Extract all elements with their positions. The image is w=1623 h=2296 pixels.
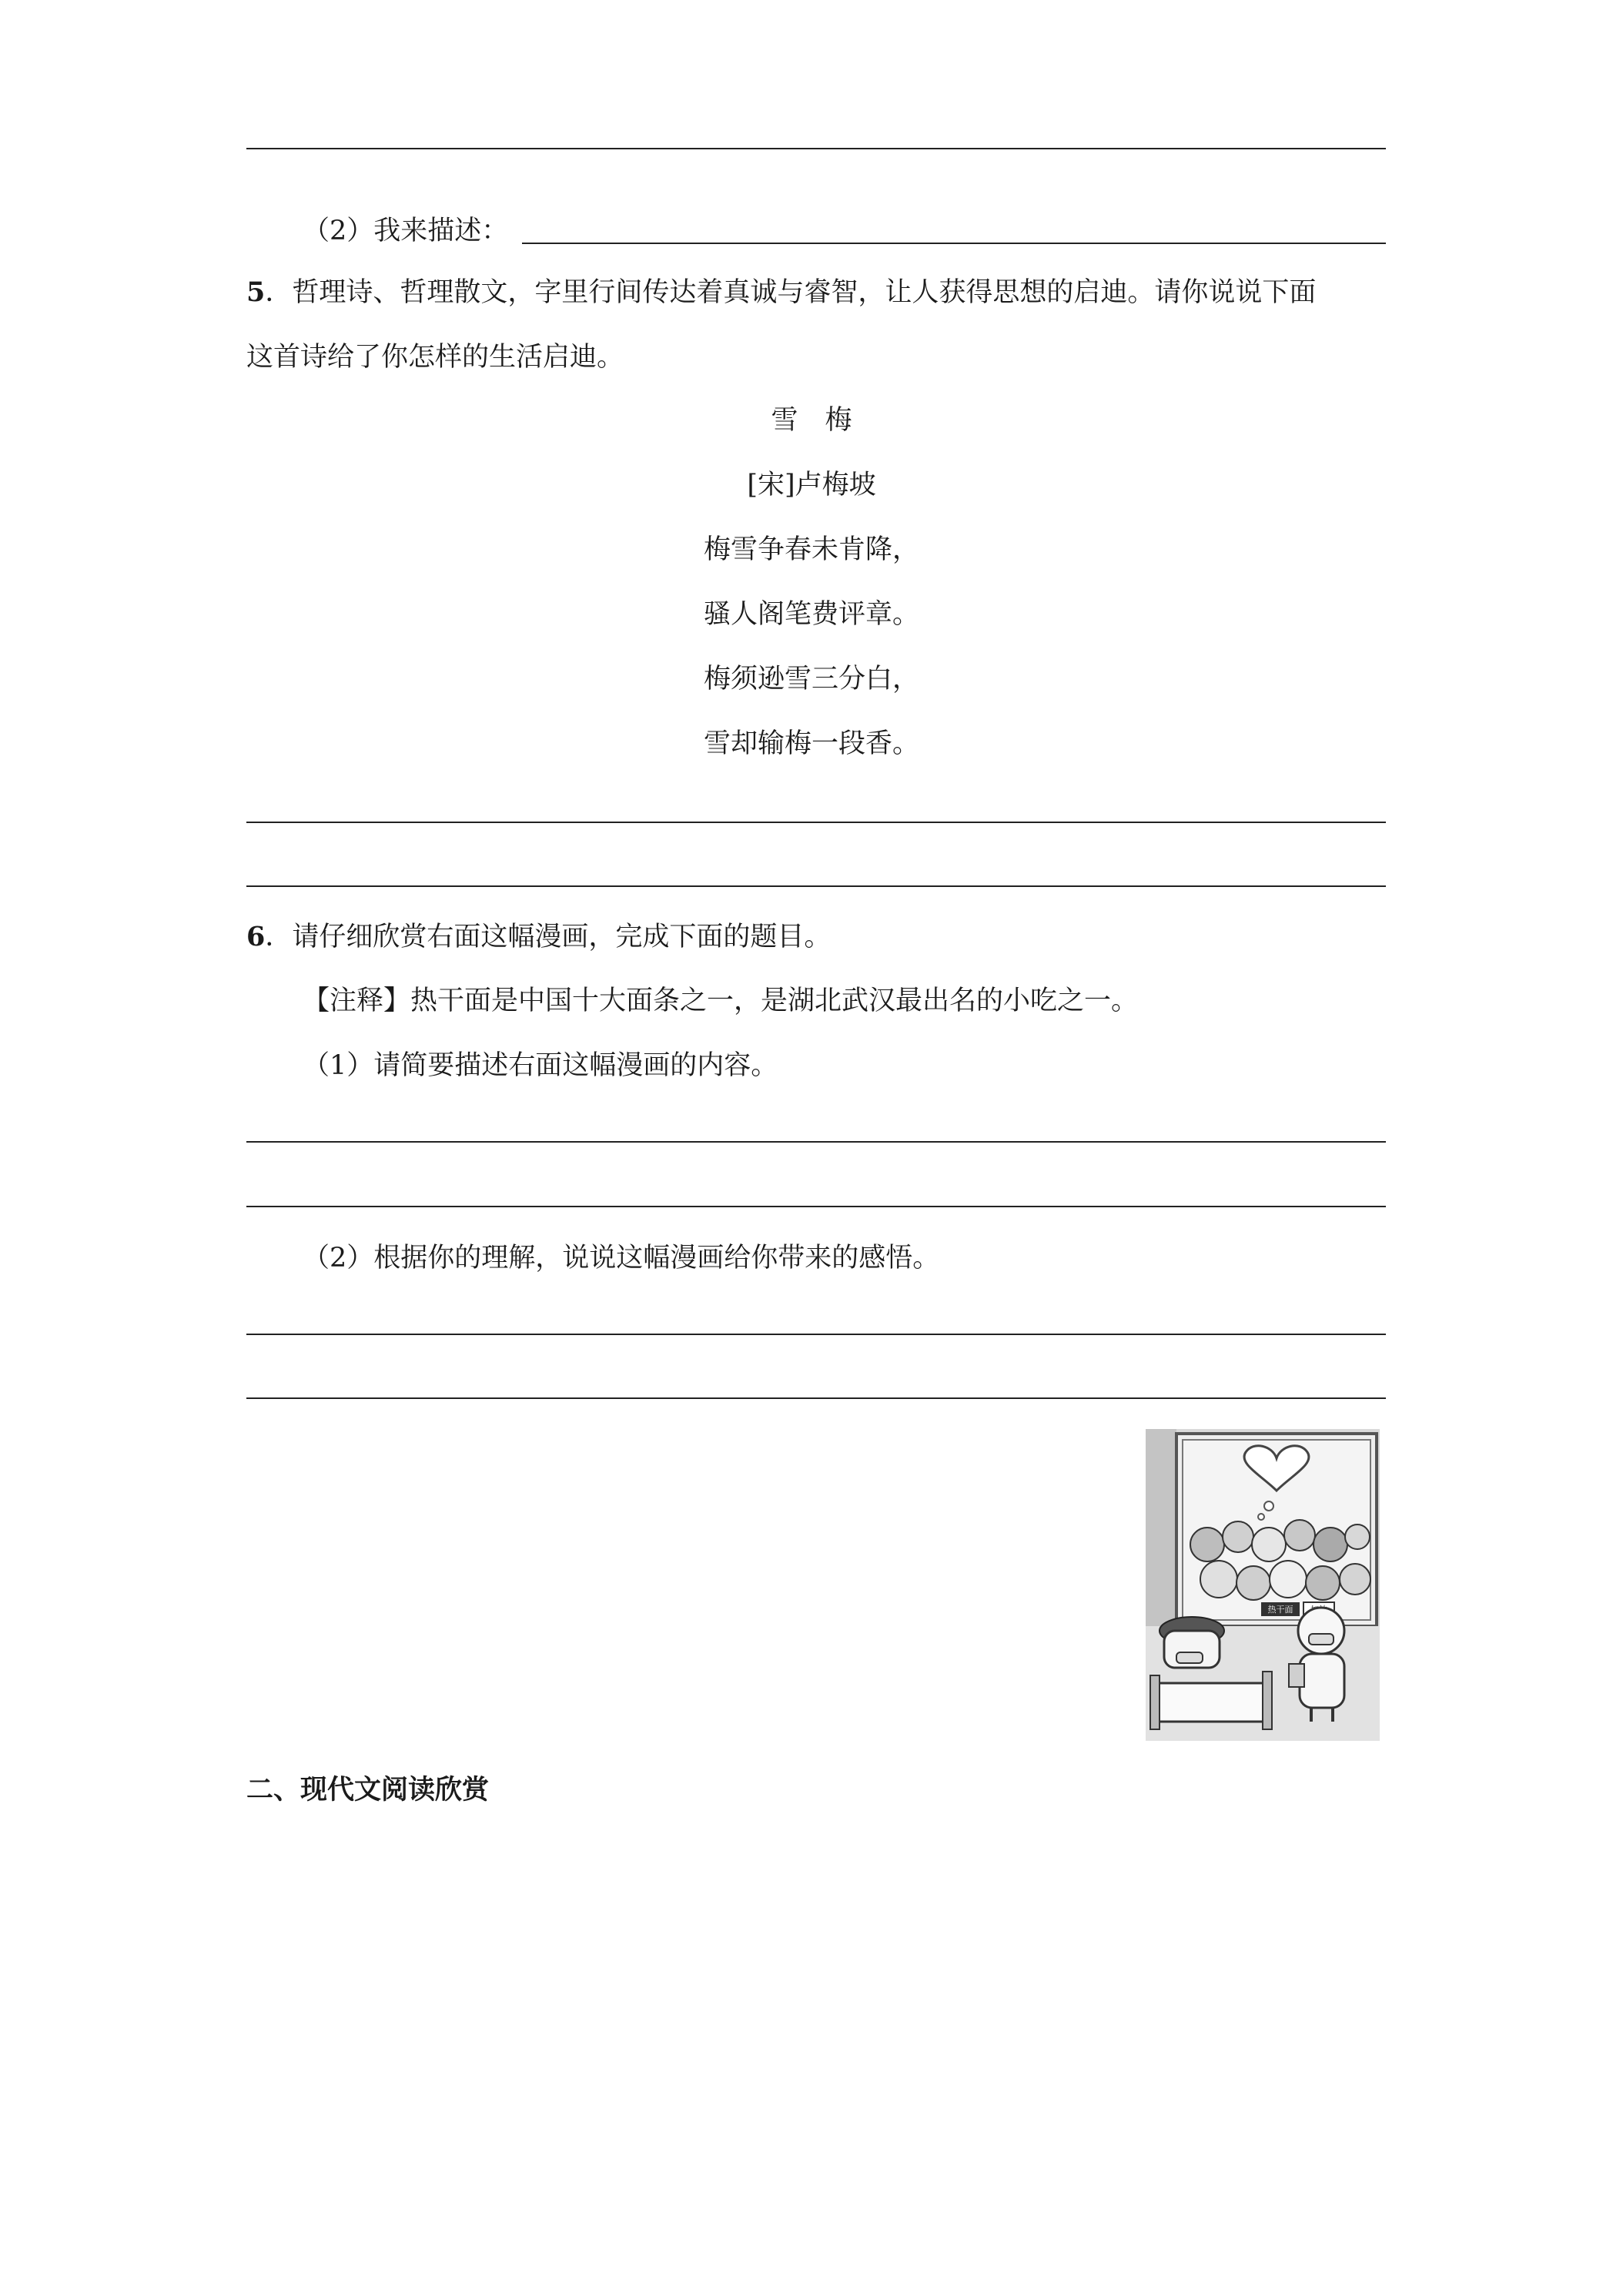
answer-line[interactable] xyxy=(246,1397,1386,1399)
poem-author: [宋]卢梅坡 xyxy=(747,470,876,500)
poem-title: 雪 梅 xyxy=(771,405,852,436)
q4-part2-label: （2）我来描述： xyxy=(303,216,509,246)
section-heading: 二、现代文阅读欣赏 xyxy=(246,1775,490,1806)
q6-part2: （2）根据你的理解，说说这幅漫画给你带来的感悟。 xyxy=(303,1243,940,1274)
answer-line[interactable] xyxy=(246,1141,1386,1143)
answer-line[interactable] xyxy=(246,148,1386,149)
answer-line[interactable] xyxy=(246,1206,1386,1207)
q5-prompt-cont: 这首诗给了你怎样的生活启迪。 xyxy=(246,342,624,373)
q5-prompt xyxy=(246,276,1316,310)
answer-line[interactable] xyxy=(246,822,1386,823)
q6-note: 【注释】热干面是中国十大面条之一，是湖北武汉最出名的小吃之一。 xyxy=(303,986,1139,1016)
question-number: 5 xyxy=(246,276,266,308)
question-number: 6 xyxy=(246,921,266,952)
poem-line: 梅雪争春未肯降， xyxy=(703,534,919,565)
poem-line: 骚人阁笔费评章。 xyxy=(703,599,919,630)
poem-line: 梅须逊雪三分白， xyxy=(703,664,919,694)
q6-prompt-text: ．请仔细欣赏右面这幅漫画，完成下面的题目。 xyxy=(265,922,832,952)
answer-line[interactable] xyxy=(246,885,1386,887)
answer-line[interactable] xyxy=(522,243,1386,244)
poem-line: 雪却输梅一段香。 xyxy=(703,728,919,759)
cartoon-sign-text: 热干面 xyxy=(1267,1605,1293,1615)
q6-part1: （1）请简要描述右面这幅漫画的内容。 xyxy=(303,1050,778,1081)
q5-prompt-text: ．哲理诗、哲理散文，字里行间传达着真诚与睿智，让人获得思想的启迪。请你说说下面 xyxy=(265,277,1317,308)
answer-line[interactable] xyxy=(246,1334,1386,1335)
q6-prompt xyxy=(246,920,831,954)
cartoon-illustration xyxy=(1146,1429,1380,1741)
